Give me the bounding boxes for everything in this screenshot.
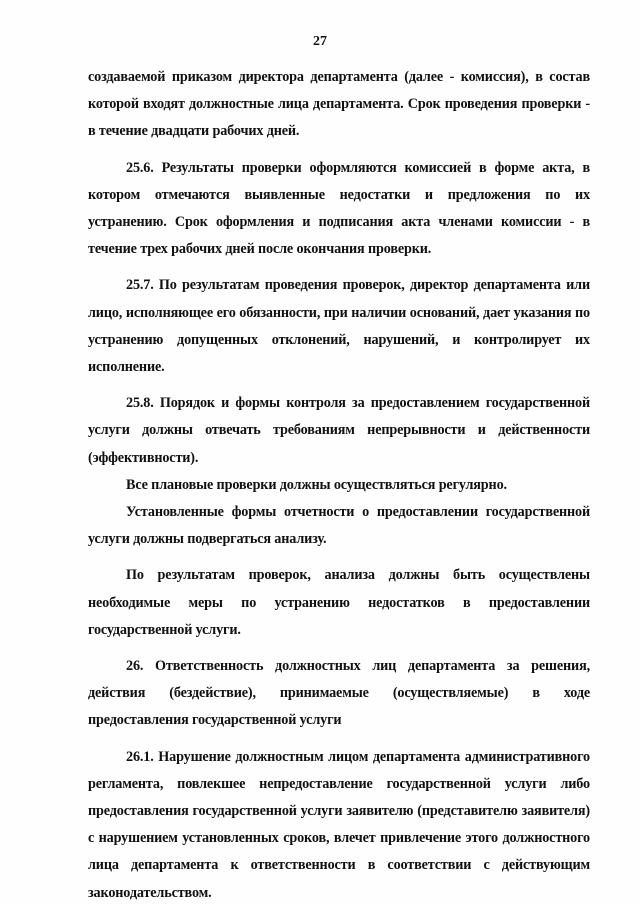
- paragraph-25-8: 25.8. Порядок и формы контроля за предоставлением государственной услуги должны отвечать требованиям непрерывности и действенности (эффективности).: [88, 395, 590, 466]
- paragraph-25-6: 25.6. Результаты проверки оформляются комиссией в форме акта, в котором отмечаются выявленные недостатки и предложения по их устранению. Срок оформления и подписания акта членами комиссии - в течение трех рабочих дней после окончания проверки.: [88, 159, 590, 258]
- page-number: 27: [313, 34, 327, 49]
- paragraph-planned-checks: Все плановые проверки должны осуществляться регулярно.: [126, 476, 507, 493]
- paragraph-continuation: создаваемой приказом директора департамента (далее - комиссия), в состав которой входят должностные лица департамента. Срок проведения проверки - в течение двадцати рабочих дней.: [88, 69, 590, 140]
- paragraph-measures: По результатам проверок, анализа должны быть осуществлены необходимые меры по устранению недостатков в предоставлении государственной услуги.: [88, 567, 590, 638]
- paragraph-reporting-forms: Установленные формы отчетности о предоставлении государственной услуги должны подвергаться анализу.: [88, 504, 590, 548]
- document-body: [88, 64, 590, 916]
- paragraph-25-7: 25.7. По результатам проведения проверок, директор департамента или лицо, исполняющее его обязанности, при наличии оснований, дает указания по устранению допущенных отклонений, нарушений, и контролирует их исполнение.: [88, 277, 590, 376]
- paragraph-26-1: 26.1. Нарушение должностным лицом департамента административного регламента, повлекшее непредоставление государственной услуги либо предоставления государственной услуги заявителю (представителю заявителя) с нарушением установленных сроков, влечет привлечение этого должностного лица департамента к ответственности в соответствии с действующим законодательством.: [88, 748, 590, 901]
- section-heading-26: 26. Ответственность должностных лиц департамента за решения, действия (бездействие), принимаемые (осуществляемые) в ходе предоставления государственной услуги: [88, 658, 590, 729]
